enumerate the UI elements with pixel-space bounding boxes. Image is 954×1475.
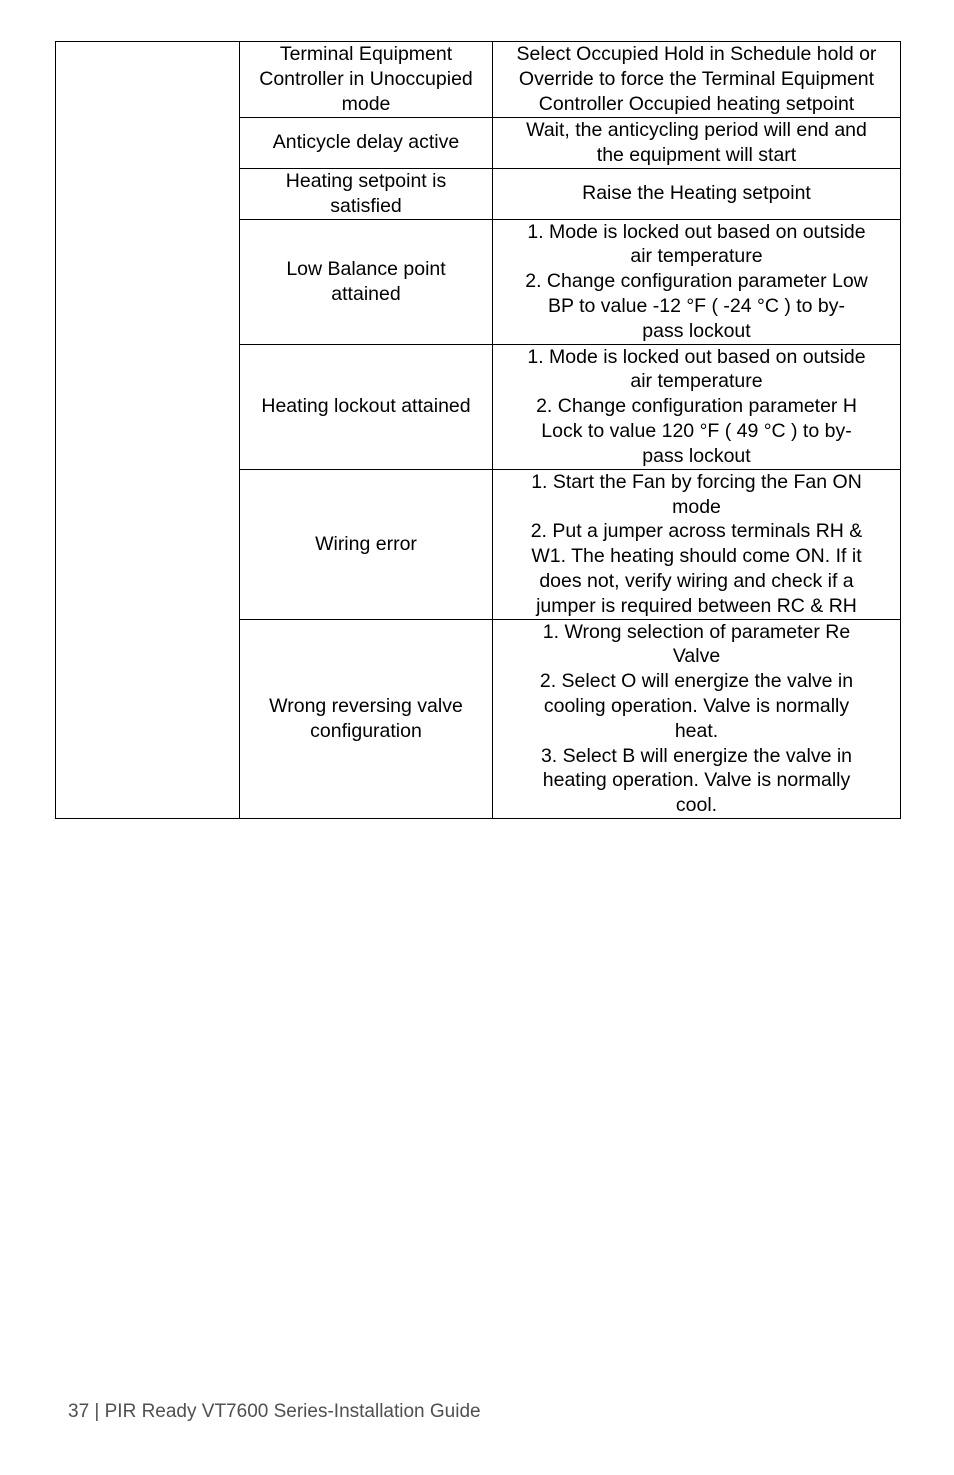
solution-cell (493, 42, 901, 118)
cause-line: Controller in Unoccupied (259, 68, 473, 91)
solution-line: Valve (672, 645, 721, 668)
cause-line: configuration (310, 719, 422, 742)
cause-cell (240, 344, 493, 469)
cause-line: satisfied (330, 194, 402, 217)
table-row (56, 42, 901, 118)
solution-cell (493, 344, 901, 469)
solution-line: pass lockout (642, 319, 751, 342)
solution-line: Select Occupied Hold in Schedule hold or (516, 43, 877, 66)
solution-cell (493, 168, 901, 219)
cause-cell (240, 168, 493, 219)
symptom-cell (56, 42, 240, 819)
solution-line: does not, verify wiring and check if a (539, 569, 854, 592)
solution-line: cooling operation. Valve is normally (543, 694, 850, 717)
solution-line: air temperature (630, 245, 763, 268)
solution-line: mode (672, 495, 721, 518)
cause-line: Low Balance point (286, 257, 446, 280)
solution-line: jumper is required between RC & RH (536, 594, 857, 617)
cause-line: Wiring error (315, 532, 417, 555)
cause-cell (240, 219, 493, 344)
cause-line: Anticycle delay active (272, 131, 460, 154)
cause-cell (240, 469, 493, 619)
cause-line: mode (341, 92, 391, 115)
solution-line: 2. Change configuration parameter Low (525, 270, 868, 293)
troubleshooting-table (55, 41, 901, 819)
page-footer: 37 | PIR Ready VT7600 Series-Installation Guide (68, 1401, 481, 1422)
solution-line: air temperature (630, 370, 763, 393)
cause-line: attained (331, 282, 401, 305)
solution-line: 1. Start the Fan by forcing the Fan ON (531, 470, 862, 493)
solution-line: Override to force the Terminal Equipment (518, 68, 875, 91)
cause-cell (240, 619, 493, 818)
solution-line: 1. Mode is locked out based on outside (527, 345, 866, 368)
solution-line: Raise the Heating setpoint (582, 182, 811, 205)
solution-line: 1. Mode is locked out based on outside (527, 220, 866, 243)
solution-cell (493, 219, 901, 344)
solution-line: Wait, the anticycling period will end and (526, 119, 867, 141)
cause-line: Heating setpoint is (285, 169, 447, 192)
cause-line: Wrong reversing valve (269, 694, 463, 717)
solution-line: 3. Select B will energize the valve in (540, 744, 853, 767)
solution-line: W1. The heating should come ON. If it (531, 545, 862, 568)
solution-line: 1. Wrong selection of parameter Re (542, 620, 851, 643)
solution-cell (493, 619, 901, 818)
solution-line: Lock to value 120 °F ( 49 °C ) to by- (541, 419, 852, 442)
solution-line: heating operation. Valve is normally (542, 769, 851, 792)
solution-line: cool. (675, 794, 718, 817)
solution-line: BP to value -12 °F ( -24 °C ) to by- (547, 294, 845, 317)
solution-line: Controller Occupied heating setpoint (538, 92, 855, 115)
cause-line: Terminal Equipment (279, 43, 453, 66)
cause-cell (240, 118, 493, 169)
solution-cell (493, 469, 901, 619)
cause-cell (240, 42, 493, 118)
solution-line: 2. Select O will energize the valve in (539, 670, 854, 693)
solution-line: 2. Put a jumper across terminals RH & (530, 520, 863, 543)
solution-line: 2. Change configuration parameter H (536, 395, 857, 418)
cause-line: Heating lockout attained (261, 395, 471, 418)
solution-line: the equipment will start (596, 143, 797, 166)
solution-cell (493, 118, 901, 169)
solution-line: pass lockout (642, 444, 751, 467)
solution-line: heat. (674, 719, 719, 742)
